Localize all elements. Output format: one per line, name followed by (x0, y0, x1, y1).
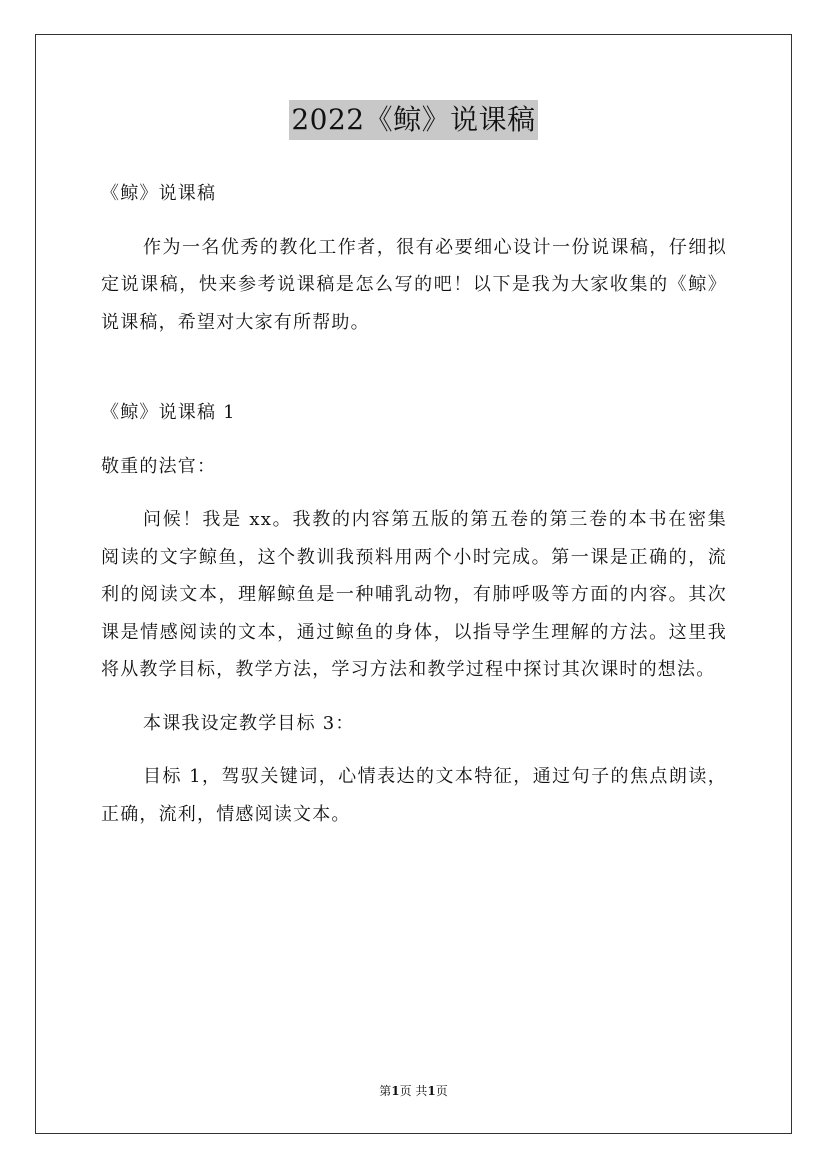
salutation: 敬重的法官： (101, 455, 217, 477)
footer-page-prefix: 第 (379, 1084, 392, 1098)
page-footer (0, 1082, 827, 1100)
footer-page-total: 1 (427, 1084, 436, 1098)
body-paragraph-3: 目标 1，驾驭关键词，心情表达的文本特征，通过句子的焦点朗读，正确，流利，情感阅读文本。 (101, 766, 727, 825)
subtitle: 《鲸》说课稿 (101, 183, 217, 204)
intro-paragraph: 作为一名优秀的教化工作者，很有必要细心设计一份说课稿，仔细拟定说课稿，快来参考说课稿是怎么写的吧！以下是我为大家收集的《鲸》说课稿，希望对大家有所帮助。 (101, 236, 727, 333)
title-container (0, 100, 827, 140)
section-heading: 《鲸》说课稿 1 (101, 402, 236, 423)
body-paragraph-1: 问候！我是 xx。我教的内容第五版的第五卷的第三卷的本书在密集阅读的文字鲸鱼，这个教训我预料用两个小时完成。第一课是正确的，流利的阅读文本，理解鲸鱼是一种哺乳动物，有肺呼吸等方面的内容。其次课是情感阅读的文本，通过鲸鱼的身体，以指导学生理解的方法。这里我将从教学目标，教学方法，学习方法和教学过程中探讨其次课时的想法。 (101, 509, 727, 680)
footer-page-suffix: 页 (435, 1084, 448, 1098)
body-paragraph-2: 本课我设定教学目标 3： (143, 712, 355, 734)
footer-page-current: 1 (391, 1084, 400, 1098)
footer-page-mid: 页 共 (399, 1084, 428, 1098)
document-body (101, 175, 727, 833)
document-title: 2022《鲸》说课稿 (289, 100, 537, 140)
